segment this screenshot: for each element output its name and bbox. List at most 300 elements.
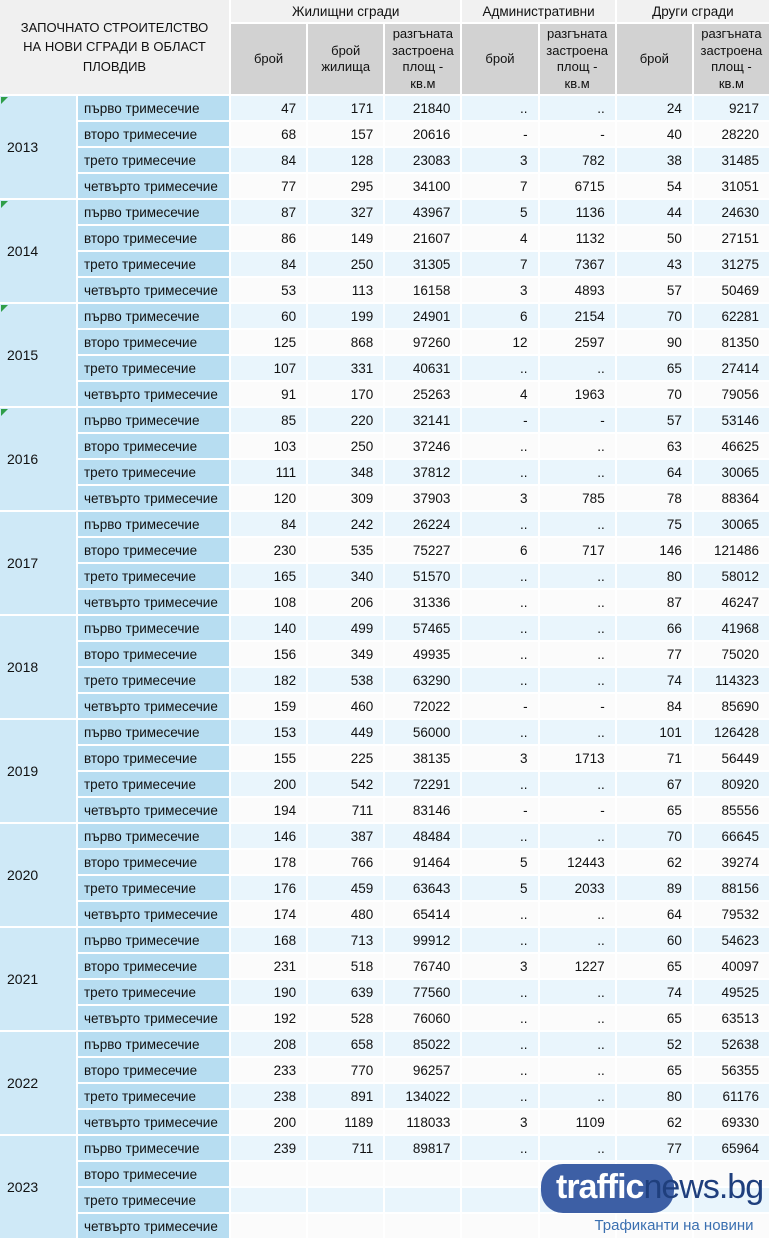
value-cell: .. xyxy=(540,590,615,614)
quarter-cell: второ тримесечие xyxy=(78,1162,229,1186)
value-cell xyxy=(385,1162,460,1186)
value-cell: 84 xyxy=(231,512,306,536)
value-cell: 225 xyxy=(308,746,383,770)
year-cell xyxy=(0,96,76,198)
column-group-administrative: Административни xyxy=(462,0,614,22)
value-cell: 63290 xyxy=(385,668,460,692)
value-cell: 56449 xyxy=(694,746,769,770)
value-cell: 518 xyxy=(308,954,383,978)
value-cell: 153 xyxy=(231,720,306,744)
value-cell: 96257 xyxy=(385,1058,460,1082)
value-cell: 9217 xyxy=(694,96,769,120)
value-cell: 126428 xyxy=(694,720,769,744)
value-cell: 449 xyxy=(308,720,383,744)
quarter-cell: първо тримесечие xyxy=(78,1136,229,1160)
value-cell: 50 xyxy=(617,226,692,250)
value-cell: 24901 xyxy=(385,304,460,328)
value-cell: 2154 xyxy=(540,304,615,328)
value-cell: 56355 xyxy=(694,1058,769,1082)
value-cell: 387 xyxy=(308,824,383,848)
value-cell: 7 xyxy=(462,252,537,276)
value-cell: 69330 xyxy=(694,1110,769,1134)
value-cell: .. xyxy=(540,824,615,848)
year-label: 2022 xyxy=(7,1075,39,1091)
value-cell: 31305 xyxy=(385,252,460,276)
value-cell: 170 xyxy=(308,382,383,406)
quarter-cell: първо тримесечие xyxy=(78,408,229,432)
value-cell xyxy=(231,1214,306,1238)
trafficnews-watermark xyxy=(535,1163,769,1234)
logo-text-newsbg: news.bg xyxy=(643,1168,764,1206)
value-cell: .. xyxy=(462,902,537,926)
value-cell: .. xyxy=(540,1006,615,1030)
value-cell: 77 xyxy=(231,174,306,198)
quarter-cell: второ тримесечие xyxy=(78,226,229,250)
value-cell: 88364 xyxy=(694,486,769,510)
value-cell: 80 xyxy=(617,564,692,588)
value-cell: 54623 xyxy=(694,928,769,952)
value-cell: 56000 xyxy=(385,720,460,744)
value-cell: 200 xyxy=(231,772,306,796)
value-cell: .. xyxy=(540,1084,615,1108)
value-cell: .. xyxy=(462,356,537,380)
value-cell: .. xyxy=(462,980,537,1004)
value-cell: 99912 xyxy=(385,928,460,952)
value-cell: .. xyxy=(462,1136,537,1160)
value-cell: .. xyxy=(462,564,537,588)
value-cell: 64 xyxy=(617,460,692,484)
value-cell: 31336 xyxy=(385,590,460,614)
value-cell: - xyxy=(462,122,537,146)
year-label: 2018 xyxy=(7,659,39,675)
value-cell: 53 xyxy=(231,278,306,302)
value-cell: 27151 xyxy=(694,226,769,250)
value-cell: 174 xyxy=(231,902,306,926)
quarter-cell: четвърто тримесечие xyxy=(78,1006,229,1030)
value-cell: 1109 xyxy=(540,1110,615,1134)
value-cell: 41968 xyxy=(694,616,769,640)
cell-flag-triangle-icon xyxy=(1,409,8,416)
value-cell: 23083 xyxy=(385,148,460,172)
value-cell: 65 xyxy=(617,798,692,822)
value-cell: 6 xyxy=(462,538,537,562)
year-cell xyxy=(0,928,76,1030)
year-label: 2017 xyxy=(7,555,39,571)
value-cell: 4 xyxy=(462,382,537,406)
value-cell: 21607 xyxy=(385,226,460,250)
value-cell: 27414 xyxy=(694,356,769,380)
year-label: 2014 xyxy=(7,243,39,259)
value-cell: 28220 xyxy=(694,122,769,146)
value-cell: 87 xyxy=(231,200,306,224)
value-cell: 46247 xyxy=(694,590,769,614)
value-cell: 3 xyxy=(462,148,537,172)
value-cell: 24 xyxy=(617,96,692,120)
value-cell: - xyxy=(540,122,615,146)
value-cell: 1132 xyxy=(540,226,615,250)
value-cell: 52 xyxy=(617,1032,692,1056)
value-cell: 66 xyxy=(617,616,692,640)
value-cell: 85 xyxy=(231,408,306,432)
value-cell: 220 xyxy=(308,408,383,432)
value-cell: 121486 xyxy=(694,538,769,562)
value-cell: 239 xyxy=(231,1136,306,1160)
value-cell: 114323 xyxy=(694,668,769,692)
value-cell: .. xyxy=(462,512,537,536)
year-cell xyxy=(0,1032,76,1134)
value-cell: 4 xyxy=(462,226,537,250)
value-cell: .. xyxy=(462,772,537,796)
value-cell: 156 xyxy=(231,642,306,666)
value-cell: 238 xyxy=(231,1084,306,1108)
value-cell: 12 xyxy=(462,330,537,354)
value-cell: 77 xyxy=(617,1136,692,1160)
value-cell: 30065 xyxy=(694,460,769,484)
value-cell: .. xyxy=(462,642,537,666)
value-cell: 178 xyxy=(231,850,306,874)
value-cell: 459 xyxy=(308,876,383,900)
quarter-cell: първо тримесечие xyxy=(78,824,229,848)
year-label: 2016 xyxy=(7,451,39,467)
value-cell: 250 xyxy=(308,434,383,458)
value-cell: 168 xyxy=(231,928,306,952)
value-cell: 66645 xyxy=(694,824,769,848)
quarter-cell: първо тримесечие xyxy=(78,616,229,640)
value-cell: 72291 xyxy=(385,772,460,796)
value-cell: 1713 xyxy=(540,746,615,770)
value-cell: 1136 xyxy=(540,200,615,224)
value-cell: 89817 xyxy=(385,1136,460,1160)
value-cell: 460 xyxy=(308,694,383,718)
value-cell: .. xyxy=(462,1084,537,1108)
value-cell: 5 xyxy=(462,850,537,874)
value-cell: 91 xyxy=(231,382,306,406)
year-cell xyxy=(0,304,76,406)
value-cell: .. xyxy=(540,902,615,926)
value-cell: 63643 xyxy=(385,876,460,900)
value-cell: 75227 xyxy=(385,538,460,562)
quarter-cell: трето тримесечие xyxy=(78,356,229,380)
value-cell: 3 xyxy=(462,746,537,770)
value-cell xyxy=(462,1188,537,1212)
quarter-cell: четвърто тримесечие xyxy=(78,1214,229,1238)
value-cell: 65 xyxy=(617,1006,692,1030)
value-cell: 70 xyxy=(617,824,692,848)
column-header-administrative-count: брой xyxy=(462,24,537,94)
value-cell: 63513 xyxy=(694,1006,769,1030)
value-cell: .. xyxy=(462,1032,537,1056)
value-cell: .. xyxy=(540,512,615,536)
value-cell: 50469 xyxy=(694,278,769,302)
value-cell: .. xyxy=(540,460,615,484)
value-cell: 111 xyxy=(231,460,306,484)
value-cell: 37812 xyxy=(385,460,460,484)
value-cell: 61176 xyxy=(694,1084,769,1108)
value-cell: 37246 xyxy=(385,434,460,458)
value-cell xyxy=(308,1188,383,1212)
value-cell: - xyxy=(540,408,615,432)
value-cell: 7 xyxy=(462,174,537,198)
trafficnews-logo xyxy=(535,1163,769,1214)
value-cell: 65964 xyxy=(694,1136,769,1160)
quarter-cell: първо тримесечие xyxy=(78,96,229,120)
value-cell: 165 xyxy=(231,564,306,588)
quarter-cell: първо тримесечие xyxy=(78,928,229,952)
quarter-cell: трето тримесечие xyxy=(78,148,229,172)
value-cell: .. xyxy=(540,1058,615,1082)
year-cell xyxy=(0,1136,76,1238)
value-cell: 155 xyxy=(231,746,306,770)
quarter-cell: четвърто тримесечие xyxy=(78,798,229,822)
quarter-cell: второ тримесечие xyxy=(78,538,229,562)
year-cell xyxy=(0,616,76,718)
value-cell: .. xyxy=(540,642,615,666)
value-cell xyxy=(462,1214,537,1238)
value-cell: .. xyxy=(540,668,615,692)
quarter-cell: трето тримесечие xyxy=(78,564,229,588)
year-label: 2021 xyxy=(7,971,39,987)
value-cell: 53146 xyxy=(694,408,769,432)
value-cell: .. xyxy=(462,434,537,458)
value-cell: 85690 xyxy=(694,694,769,718)
value-cell: 101 xyxy=(617,720,692,744)
value-cell: 31275 xyxy=(694,252,769,276)
value-cell: 159 xyxy=(231,694,306,718)
value-cell: 658 xyxy=(308,1032,383,1056)
quarter-cell: първо тримесечие xyxy=(78,304,229,328)
quarter-cell: трето тримесечие xyxy=(78,252,229,276)
value-cell: 44 xyxy=(617,200,692,224)
quarter-cell: първо тримесечие xyxy=(78,512,229,536)
value-cell: 40 xyxy=(617,122,692,146)
year-cell xyxy=(0,200,76,302)
value-cell: .. xyxy=(540,928,615,952)
column-header-residential-count: брой xyxy=(231,24,306,94)
value-cell: 250 xyxy=(308,252,383,276)
quarter-cell: второ тримесечие xyxy=(78,330,229,354)
value-cell: 891 xyxy=(308,1084,383,1108)
value-cell: 65 xyxy=(617,954,692,978)
value-cell: .. xyxy=(462,824,537,848)
value-cell: 535 xyxy=(308,538,383,562)
value-cell: 38 xyxy=(617,148,692,172)
value-cell: 26224 xyxy=(385,512,460,536)
value-cell: 79056 xyxy=(694,382,769,406)
value-cell: 206 xyxy=(308,590,383,614)
value-cell: .. xyxy=(540,96,615,120)
value-cell: 84 xyxy=(617,694,692,718)
year-cell xyxy=(0,824,76,926)
value-cell: 107 xyxy=(231,356,306,380)
value-cell: 62 xyxy=(617,1110,692,1134)
value-cell: 31051 xyxy=(694,174,769,198)
value-cell: 54 xyxy=(617,174,692,198)
value-cell: 25263 xyxy=(385,382,460,406)
quarter-cell: четвърто тримесечие xyxy=(78,694,229,718)
value-cell: - xyxy=(540,694,615,718)
value-cell: .. xyxy=(540,616,615,640)
cell-flag-triangle-icon xyxy=(1,201,8,208)
value-cell: 62281 xyxy=(694,304,769,328)
value-cell: 542 xyxy=(308,772,383,796)
value-cell: 84 xyxy=(231,148,306,172)
quarter-cell: четвърто тримесечие xyxy=(78,174,229,198)
value-cell: 194 xyxy=(231,798,306,822)
value-cell: 86 xyxy=(231,226,306,250)
value-cell: 16158 xyxy=(385,278,460,302)
value-cell: - xyxy=(462,798,537,822)
value-cell: 89 xyxy=(617,876,692,900)
value-cell: 140 xyxy=(231,616,306,640)
logo-text-traffic: traffic xyxy=(556,1168,644,1206)
logo-tagline: Трафиканти на новини xyxy=(594,1217,754,1234)
quarter-cell: четвърто тримесечие xyxy=(78,902,229,926)
value-cell: 2597 xyxy=(540,330,615,354)
value-cell: 74 xyxy=(617,980,692,1004)
value-cell: 65 xyxy=(617,1058,692,1082)
quarter-cell: трето тримесечие xyxy=(78,772,229,796)
quarter-cell: трето тримесечие xyxy=(78,980,229,1004)
cell-flag-triangle-icon xyxy=(1,97,8,104)
value-cell: 182 xyxy=(231,668,306,692)
value-cell: 1227 xyxy=(540,954,615,978)
value-cell: 233 xyxy=(231,1058,306,1082)
value-cell: 231 xyxy=(231,954,306,978)
value-cell xyxy=(385,1188,460,1212)
value-cell: 49935 xyxy=(385,642,460,666)
value-cell: 134022 xyxy=(385,1084,460,1108)
value-cell: .. xyxy=(540,1136,615,1160)
year-label: 2015 xyxy=(7,347,39,363)
value-cell: - xyxy=(462,408,537,432)
value-cell: 85022 xyxy=(385,1032,460,1056)
value-cell: 51570 xyxy=(385,564,460,588)
value-cell: 38135 xyxy=(385,746,460,770)
quarter-cell: първо тримесечие xyxy=(78,720,229,744)
value-cell: 84 xyxy=(231,252,306,276)
quarter-cell: второ тримесечие xyxy=(78,434,229,458)
value-cell: 3 xyxy=(462,278,537,302)
value-cell: 88156 xyxy=(694,876,769,900)
value-cell: 47 xyxy=(231,96,306,120)
value-cell: 348 xyxy=(308,460,383,484)
column-group-residential: Жилищни сгради xyxy=(231,0,460,22)
quarter-cell: второ тримесечие xyxy=(78,122,229,146)
quarter-cell: трето тримесечие xyxy=(78,1188,229,1212)
value-cell: 713 xyxy=(308,928,383,952)
value-cell xyxy=(385,1214,460,1238)
value-cell: 192 xyxy=(231,1006,306,1030)
year-cell xyxy=(0,408,76,510)
value-cell: 77560 xyxy=(385,980,460,1004)
value-cell: 39274 xyxy=(694,850,769,874)
value-cell: 85556 xyxy=(694,798,769,822)
value-cell: .. xyxy=(462,668,537,692)
value-cell: 199 xyxy=(308,304,383,328)
value-cell: 63 xyxy=(617,434,692,458)
value-cell: 108 xyxy=(231,590,306,614)
value-cell: 21840 xyxy=(385,96,460,120)
value-cell: 171 xyxy=(308,96,383,120)
value-cell: 242 xyxy=(308,512,383,536)
value-cell: 58012 xyxy=(694,564,769,588)
value-cell: 103 xyxy=(231,434,306,458)
value-cell: 190 xyxy=(231,980,306,1004)
value-cell: 81350 xyxy=(694,330,769,354)
value-cell: 46625 xyxy=(694,434,769,458)
value-cell: 57 xyxy=(617,408,692,432)
value-cell: 77 xyxy=(617,642,692,666)
value-cell: 4893 xyxy=(540,278,615,302)
value-cell xyxy=(308,1214,383,1238)
value-cell: .. xyxy=(462,460,537,484)
value-cell: 499 xyxy=(308,616,383,640)
value-cell: 230 xyxy=(231,538,306,562)
quarter-cell: второ тримесечие xyxy=(78,746,229,770)
quarter-cell: четвърто тримесечие xyxy=(78,590,229,614)
value-cell: 70 xyxy=(617,382,692,406)
quarter-cell: второ тримесечие xyxy=(78,850,229,874)
value-cell: 3 xyxy=(462,486,537,510)
value-cell: 327 xyxy=(308,200,383,224)
value-cell: 76740 xyxy=(385,954,460,978)
value-cell: 349 xyxy=(308,642,383,666)
quarter-cell: трето тримесечие xyxy=(78,1084,229,1108)
value-cell: 3 xyxy=(462,954,537,978)
value-cell: 80920 xyxy=(694,772,769,796)
value-cell: .. xyxy=(540,980,615,1004)
value-cell: 90 xyxy=(617,330,692,354)
column-header-residential-area: разгъната застроена площ - кв.м xyxy=(385,24,460,94)
value-cell: 6715 xyxy=(540,174,615,198)
value-cell: 717 xyxy=(540,538,615,562)
quarter-cell: четвърто тримесечие xyxy=(78,1110,229,1134)
column-header-dwellings-count: брой жилища xyxy=(308,24,383,94)
value-cell: 43967 xyxy=(385,200,460,224)
value-cell: 7367 xyxy=(540,252,615,276)
column-group-other: Други сгради xyxy=(617,0,769,22)
value-cell: 83146 xyxy=(385,798,460,822)
value-cell: 785 xyxy=(540,486,615,510)
value-cell: 766 xyxy=(308,850,383,874)
value-cell: 295 xyxy=(308,174,383,198)
quarter-cell: четвърто тримесечие xyxy=(78,382,229,406)
value-cell: 49525 xyxy=(694,980,769,1004)
value-cell: 31485 xyxy=(694,148,769,172)
value-cell xyxy=(462,1162,537,1186)
quarter-cell: второ тримесечие xyxy=(78,642,229,666)
value-cell: 200 xyxy=(231,1110,306,1134)
value-cell: 208 xyxy=(231,1032,306,1056)
value-cell: 71 xyxy=(617,746,692,770)
value-cell: 331 xyxy=(308,356,383,380)
year-cell xyxy=(0,720,76,822)
value-cell: 48484 xyxy=(385,824,460,848)
value-cell: 30065 xyxy=(694,512,769,536)
logo-wordmark xyxy=(535,1163,769,1214)
value-cell: 78 xyxy=(617,486,692,510)
value-cell: 12443 xyxy=(540,850,615,874)
value-cell: .. xyxy=(462,616,537,640)
value-cell: 1189 xyxy=(308,1110,383,1134)
quarter-cell: трето тримесечие xyxy=(78,460,229,484)
value-cell: 91464 xyxy=(385,850,460,874)
value-cell: 68 xyxy=(231,122,306,146)
value-cell: 176 xyxy=(231,876,306,900)
value-cell: .. xyxy=(540,564,615,588)
value-cell xyxy=(231,1188,306,1212)
value-cell: 5 xyxy=(462,200,537,224)
